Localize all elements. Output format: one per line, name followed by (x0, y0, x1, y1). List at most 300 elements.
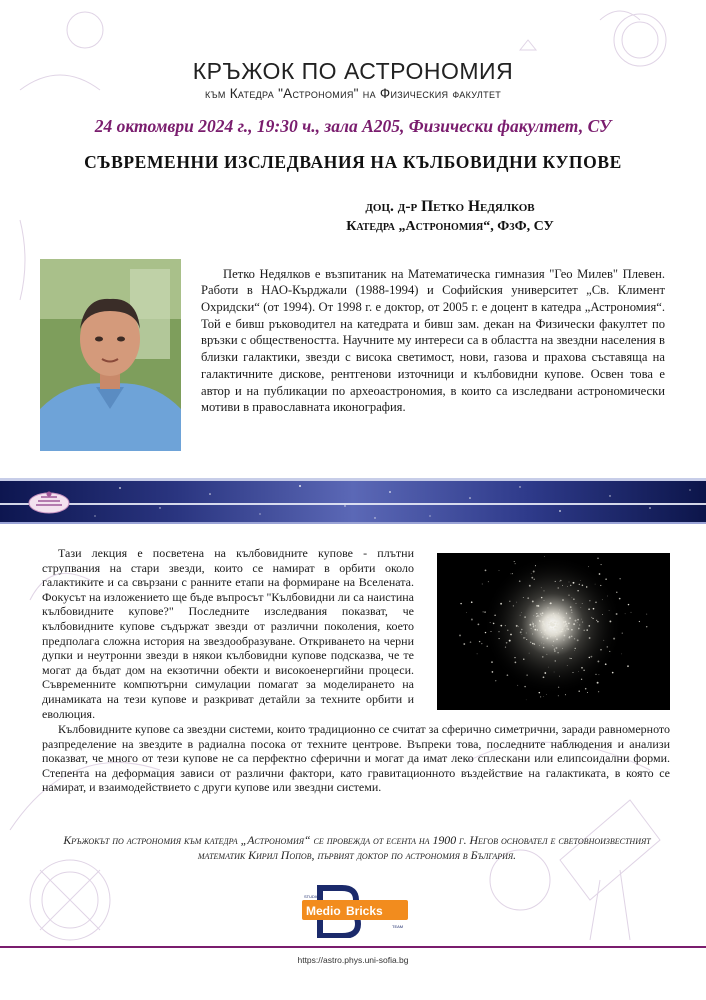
cluster-star (586, 586, 587, 587)
cluster-star (543, 647, 545, 649)
cluster-star (555, 581, 556, 582)
cluster-star (578, 628, 580, 630)
cluster-star (621, 654, 622, 655)
cluster-star (560, 627, 561, 628)
cluster-star (589, 600, 590, 601)
cluster-star (515, 563, 516, 564)
cluster-star (563, 623, 564, 624)
cluster-star (628, 604, 629, 605)
cluster-star (540, 630, 541, 631)
cluster-star (609, 651, 610, 652)
cluster-star (512, 573, 513, 574)
cluster-star (613, 638, 615, 640)
cluster-star (569, 582, 570, 583)
cluster-star (526, 699, 527, 700)
cluster-star (543, 643, 544, 644)
cluster-star (557, 633, 558, 634)
cluster-star (564, 624, 566, 626)
cluster-star (554, 623, 555, 624)
cluster-star (605, 663, 607, 665)
cluster-star (541, 587, 542, 588)
cluster-star (595, 674, 596, 675)
cluster-star (570, 585, 572, 587)
cluster-star (500, 603, 502, 605)
cluster-star (569, 636, 570, 637)
cluster-star (583, 630, 584, 631)
cluster-star (548, 627, 549, 628)
logo-tag-text: TEAM (392, 924, 404, 929)
cluster-star (568, 628, 569, 629)
cluster-star (602, 599, 603, 600)
cluster-star (515, 662, 517, 664)
cluster-star (553, 631, 554, 632)
cluster-star (533, 615, 534, 616)
cluster-star (559, 610, 560, 611)
speaker-name: доц. д-р Петко Недялков (365, 198, 535, 215)
cluster-star (553, 613, 555, 615)
cluster-star (488, 581, 489, 582)
cluster-star (543, 623, 544, 624)
cluster-star (485, 570, 487, 572)
cluster-star (588, 608, 590, 610)
cluster-star (597, 621, 598, 622)
cluster-star (487, 646, 488, 647)
cluster-star (514, 561, 515, 562)
cluster-star (543, 696, 544, 697)
cluster-star (516, 602, 517, 603)
cluster-star (505, 625, 506, 626)
cluster-star (546, 624, 547, 625)
cluster-star (541, 643, 542, 644)
cluster-star (507, 674, 509, 676)
cluster-star (541, 597, 542, 598)
cluster-star (587, 692, 588, 693)
cluster-star (568, 595, 569, 596)
cluster-star (569, 658, 570, 659)
cluster-star (554, 627, 556, 629)
cluster-star (554, 621, 556, 623)
cluster-star (540, 696, 541, 697)
speaker-photo (40, 259, 181, 451)
cluster-star (544, 634, 545, 635)
cluster-star (595, 584, 596, 585)
cluster-star (548, 667, 549, 668)
cluster-star (581, 679, 582, 680)
cluster-star (524, 686, 525, 687)
cluster-star (559, 581, 560, 582)
cluster-star (519, 580, 521, 582)
cluster-star (564, 635, 566, 637)
cluster-star (535, 565, 536, 566)
cluster-star (542, 656, 543, 657)
cluster-star (531, 573, 532, 574)
cluster-star (510, 634, 512, 636)
cluster-star (522, 634, 523, 635)
cluster-star (482, 584, 483, 585)
cluster-star (471, 619, 473, 621)
cluster-star (559, 631, 561, 633)
cluster-star (479, 641, 480, 642)
cluster-star (567, 586, 568, 587)
cluster-star (520, 631, 522, 633)
band-line-top (0, 478, 706, 481)
cluster-star (557, 652, 558, 653)
cluster-star (552, 621, 554, 623)
cluster-star (586, 629, 588, 631)
cluster-star (581, 619, 582, 620)
cluster-star (571, 629, 573, 631)
cluster-star (556, 628, 557, 629)
cluster-star (460, 603, 461, 604)
cluster-stars (437, 553, 670, 710)
cluster-star (509, 601, 510, 602)
cluster-star (547, 620, 549, 622)
cluster-star (506, 642, 508, 644)
cluster-star (566, 614, 567, 615)
cluster-star (547, 630, 548, 631)
cluster-star (550, 624, 551, 625)
cluster-star (558, 627, 559, 628)
cluster-star (563, 631, 564, 632)
cluster-star (597, 660, 599, 662)
cluster-star (463, 643, 465, 645)
cluster-star (562, 648, 563, 649)
cluster-star (567, 626, 568, 627)
cluster-star (534, 579, 535, 580)
cluster-star (558, 587, 559, 588)
cluster-star (578, 690, 579, 691)
cluster-star (511, 573, 512, 574)
cluster-star (554, 649, 555, 650)
cluster-star (513, 605, 514, 606)
cluster-star (577, 619, 579, 621)
lecture-title: СЪВРЕМЕННИ ИЗСЛЕДВАНИЯ НА КЪЛБОВИДНИ КУПОВЕ (84, 152, 622, 172)
cluster-star (577, 590, 578, 591)
cluster-star (471, 601, 473, 603)
cluster-star (491, 661, 493, 663)
cluster-star (552, 626, 553, 627)
cluster-star (553, 641, 554, 642)
cluster-star (492, 671, 494, 673)
cluster-star (490, 631, 491, 632)
cluster-star (544, 556, 545, 557)
event-date-place: 24 октомври 2024 г., 19:30 ч., зала А205, Физически факултет, СУ (94, 116, 612, 136)
cluster-star (576, 603, 577, 604)
cluster-star (556, 624, 557, 625)
cluster-star (622, 633, 623, 634)
cluster-star (532, 622, 533, 623)
cluster-star (596, 620, 597, 621)
cluster-star (646, 614, 647, 615)
cluster-star (523, 659, 524, 660)
cluster-star (529, 624, 531, 626)
cluster-star (548, 625, 550, 627)
cluster-star (490, 622, 491, 623)
cluster-star (580, 580, 581, 581)
cluster-star (572, 597, 573, 598)
cluster-star (542, 625, 543, 626)
cluster-star (616, 592, 617, 593)
cluster-star (554, 650, 556, 652)
cluster-star (555, 636, 556, 637)
cluster-star (542, 621, 544, 623)
cluster-star (547, 616, 549, 618)
cluster-star (532, 623, 534, 625)
cluster-star (605, 578, 607, 580)
cluster-star (575, 620, 577, 622)
cluster-star (562, 599, 564, 601)
cluster-star (574, 650, 575, 651)
cluster-star (536, 613, 537, 614)
cluster-star (571, 658, 572, 659)
cluster-star (639, 621, 640, 622)
cluster-star (547, 627, 548, 628)
cluster-star (558, 629, 560, 631)
cluster-star (556, 626, 557, 627)
cluster-star (525, 637, 526, 638)
cluster-star (591, 617, 592, 618)
cluster-star (546, 694, 547, 695)
cluster-star (550, 602, 552, 604)
cluster-star (631, 612, 632, 613)
cluster-star (567, 665, 568, 666)
cluster-star (539, 692, 541, 694)
cluster-star (561, 631, 562, 632)
cluster-star (540, 613, 542, 615)
cluster-star (595, 601, 597, 603)
cluster-star (562, 628, 564, 630)
cluster-star (565, 694, 566, 695)
cluster-star (544, 590, 545, 591)
cluster-star (533, 625, 534, 626)
cluster-star (581, 667, 583, 669)
cluster-star (558, 695, 559, 696)
cluster-star (556, 638, 558, 640)
logo-word-bricks: Bricks (346, 904, 383, 918)
cluster-star (499, 570, 500, 571)
cluster-star (582, 603, 583, 604)
cluster-star (588, 625, 590, 627)
cluster-star (603, 640, 604, 641)
cluster-star (547, 654, 548, 655)
cluster-star (571, 635, 573, 637)
cluster-star (523, 637, 525, 639)
cluster-star (573, 582, 575, 584)
cluster-star (544, 626, 546, 628)
lecture-paragraph-2: Кълбовидните купове са звездни системи, които традиционно се считат за сферично симетрични, заради равномерното разпределение на звездите в радиална посока от техните центрове. Въпреки това, последните наблюдения и анализи показват, че много от тези купове не са перфектно сферични и могат да имат леко сплескани или елипсоидални форми. Степента на деформация зависи от различни фактори, като гравитационното въздействие на галактиката, в която се намират, и взаимодействието с други купове или звездни системи. (42, 722, 670, 795)
cluster-star (565, 630, 566, 631)
cluster-star (562, 585, 563, 586)
university-emblem-icon (26, 487, 72, 515)
cluster-star (563, 621, 565, 623)
cluster-star (514, 657, 515, 658)
cluster-star (500, 625, 502, 627)
cluster-star (552, 624, 553, 625)
cluster-star (556, 631, 558, 633)
cluster-star (524, 616, 526, 618)
cluster-star (597, 557, 599, 559)
cluster-star (567, 629, 568, 630)
cluster-star (570, 606, 572, 608)
lecture-paragraph-1: Тази лекция е посветена на кълбовидните купове - плътни струпвания на стари звезди, които се намират в орбити около галактиките и са свързани с ранните етапи на формиране на Вселената. Фокусът на изложението ще бъде въпросът "Кълбовидни ли са наистина кълбовидните купове?" Последните изследвания показват, че кълбовидните купове съдържат звезди от различни поколения, което предполага сложна история на звездообразуване. Откриването на черни дупки и неутронни звезди в някои кълбовидни купове подсказва, че те могат да бъдат дом на екзотични обекти и високоенергийни процеси. Съвременните компютърни симулации помагат за моделирането на динамиката на тези купове и разкриват детайли за техните орбити и еволюция. (42, 546, 414, 721)
website-url[interactable]: https://astro.phys.uni-sofia.bg (297, 955, 409, 965)
cluster-star (541, 632, 542, 633)
cluster-star (570, 658, 571, 659)
bottom-rule (0, 946, 706, 948)
cluster-star (557, 625, 558, 626)
cluster-star (554, 672, 555, 673)
cluster-star (526, 674, 527, 675)
globular-cluster-image (437, 553, 670, 710)
cluster-star (548, 622, 550, 624)
cluster-star (616, 613, 618, 615)
cluster-star (541, 615, 542, 616)
cluster-star (533, 627, 534, 628)
cluster-star (539, 620, 541, 622)
cluster-star (529, 585, 531, 587)
cluster-star (599, 674, 600, 675)
cluster-star (559, 676, 560, 677)
cluster-star (607, 596, 608, 597)
cluster-star (589, 637, 591, 639)
cluster-star (559, 624, 560, 625)
cluster-star (607, 646, 609, 648)
cluster-star (558, 613, 559, 614)
cluster-star (567, 628, 568, 629)
cluster-star (582, 585, 584, 587)
cluster-star (599, 573, 601, 575)
band-line-bottom (0, 522, 706, 524)
cluster-star (609, 620, 611, 622)
cluster-star (542, 636, 543, 637)
cluster-star (588, 566, 589, 567)
speaker-bio: Петко Недялков е възпитаник на Математическа гимназия "Гео Милев" Плевен. Работи в НАО-Кърджали (1988-1994) и Софийския университет „Св. Климент Охридски“ (от 1994). От 1998 г. е доктор, от 2005 г. е доцент в катедра „Астрономия“. Той е бивш ръководител на катедрата и бивш зам. декан на Физически факултет по връзки с обществеността. Научните му интереси са в областта на звездни населения в близки галактики, звезди с висока светимост, нови, газова и прахова съставяща на галактичните дискове, рентгенови източници и кълбовидни купове. Освен това е автор и на публикации по археоастрономия, в които са изследвани астрономически мотиви в православната иконография. (201, 266, 665, 415)
poster-subtitle: към Катедра "Астрономия" на Физическия факултет (204, 86, 502, 101)
cluster-star (477, 653, 478, 654)
cluster-star (571, 612, 572, 613)
cluster-star (551, 615, 552, 616)
cluster-star (537, 629, 538, 630)
cluster-star (558, 687, 559, 688)
cluster-star (579, 624, 580, 625)
cluster-star (470, 641, 472, 643)
cluster-star (593, 608, 595, 610)
cluster-star (544, 600, 545, 601)
cluster-star (585, 688, 587, 690)
cluster-star (521, 612, 522, 613)
cluster-star (529, 653, 530, 654)
cluster-star (523, 597, 524, 598)
cluster-star (551, 615, 552, 616)
cluster-star (565, 621, 567, 623)
cluster-star (566, 623, 567, 624)
lecture-abstract (42, 546, 414, 721)
speaker-affiliation: Катедра „Астрономия“, ФзФ, СУ (346, 219, 554, 234)
cluster-star (560, 625, 561, 626)
cluster-star (505, 647, 506, 648)
cluster-star (485, 632, 486, 633)
cluster-star (627, 665, 629, 667)
cluster-star (550, 628, 551, 629)
cluster-star (573, 623, 575, 625)
cluster-star (495, 680, 496, 681)
cluster-star (532, 633, 533, 634)
cluster-star (517, 685, 518, 686)
cluster-star (546, 619, 547, 620)
cluster-star (573, 672, 574, 673)
cluster-star (544, 672, 546, 674)
cluster-star (509, 640, 511, 642)
cluster-star (545, 629, 547, 631)
cluster-star (620, 578, 621, 579)
cluster-star (535, 625, 536, 626)
cluster-star (554, 634, 555, 635)
cluster-star (546, 626, 547, 627)
cluster-star (619, 598, 621, 600)
cluster-star (551, 629, 552, 630)
cluster-star (499, 631, 500, 632)
cluster-star (521, 629, 523, 631)
mediobricks-logo (300, 884, 410, 938)
cluster-star (531, 577, 533, 579)
cluster-star (612, 672, 614, 674)
cluster-star (552, 628, 554, 630)
cluster-star (546, 637, 548, 639)
cluster-star (560, 580, 562, 582)
cluster-star (578, 671, 579, 672)
cluster-star (563, 640, 564, 641)
cluster-star (534, 629, 536, 631)
cluster-star (554, 618, 555, 619)
cluster-star (481, 643, 482, 644)
cluster-star (555, 619, 557, 621)
cluster-star (539, 616, 540, 617)
cluster-star (538, 605, 539, 606)
cluster-star (591, 656, 593, 658)
cluster-star (552, 630, 554, 632)
band-line-mid (0, 503, 706, 505)
cluster-star (516, 625, 518, 627)
cluster-star (459, 634, 461, 636)
logo-small-text: STUDIO (304, 894, 320, 899)
cluster-star (577, 639, 579, 641)
cluster-star (483, 611, 484, 612)
cluster-star (530, 642, 531, 643)
logo-word-medio: Medio (306, 904, 341, 918)
cluster-star (536, 616, 537, 617)
cluster-star (571, 609, 572, 610)
cluster-star (592, 618, 593, 619)
cluster-star (555, 647, 557, 649)
cluster-star (554, 615, 555, 616)
cluster-star (602, 614, 603, 615)
cluster-star (550, 636, 551, 637)
cluster-star (574, 638, 575, 639)
cluster-star (466, 612, 467, 613)
cluster-star (537, 615, 539, 617)
cluster-star (563, 617, 564, 618)
cluster-star (575, 648, 576, 649)
cluster-star (520, 615, 521, 616)
cluster-star (539, 645, 540, 646)
divider-band (0, 478, 706, 524)
cluster-star (552, 632, 553, 633)
cluster-star (552, 645, 553, 646)
cluster-star (579, 584, 580, 585)
cluster-star (542, 612, 544, 614)
cluster-star (527, 597, 529, 599)
cluster-star (553, 646, 554, 647)
